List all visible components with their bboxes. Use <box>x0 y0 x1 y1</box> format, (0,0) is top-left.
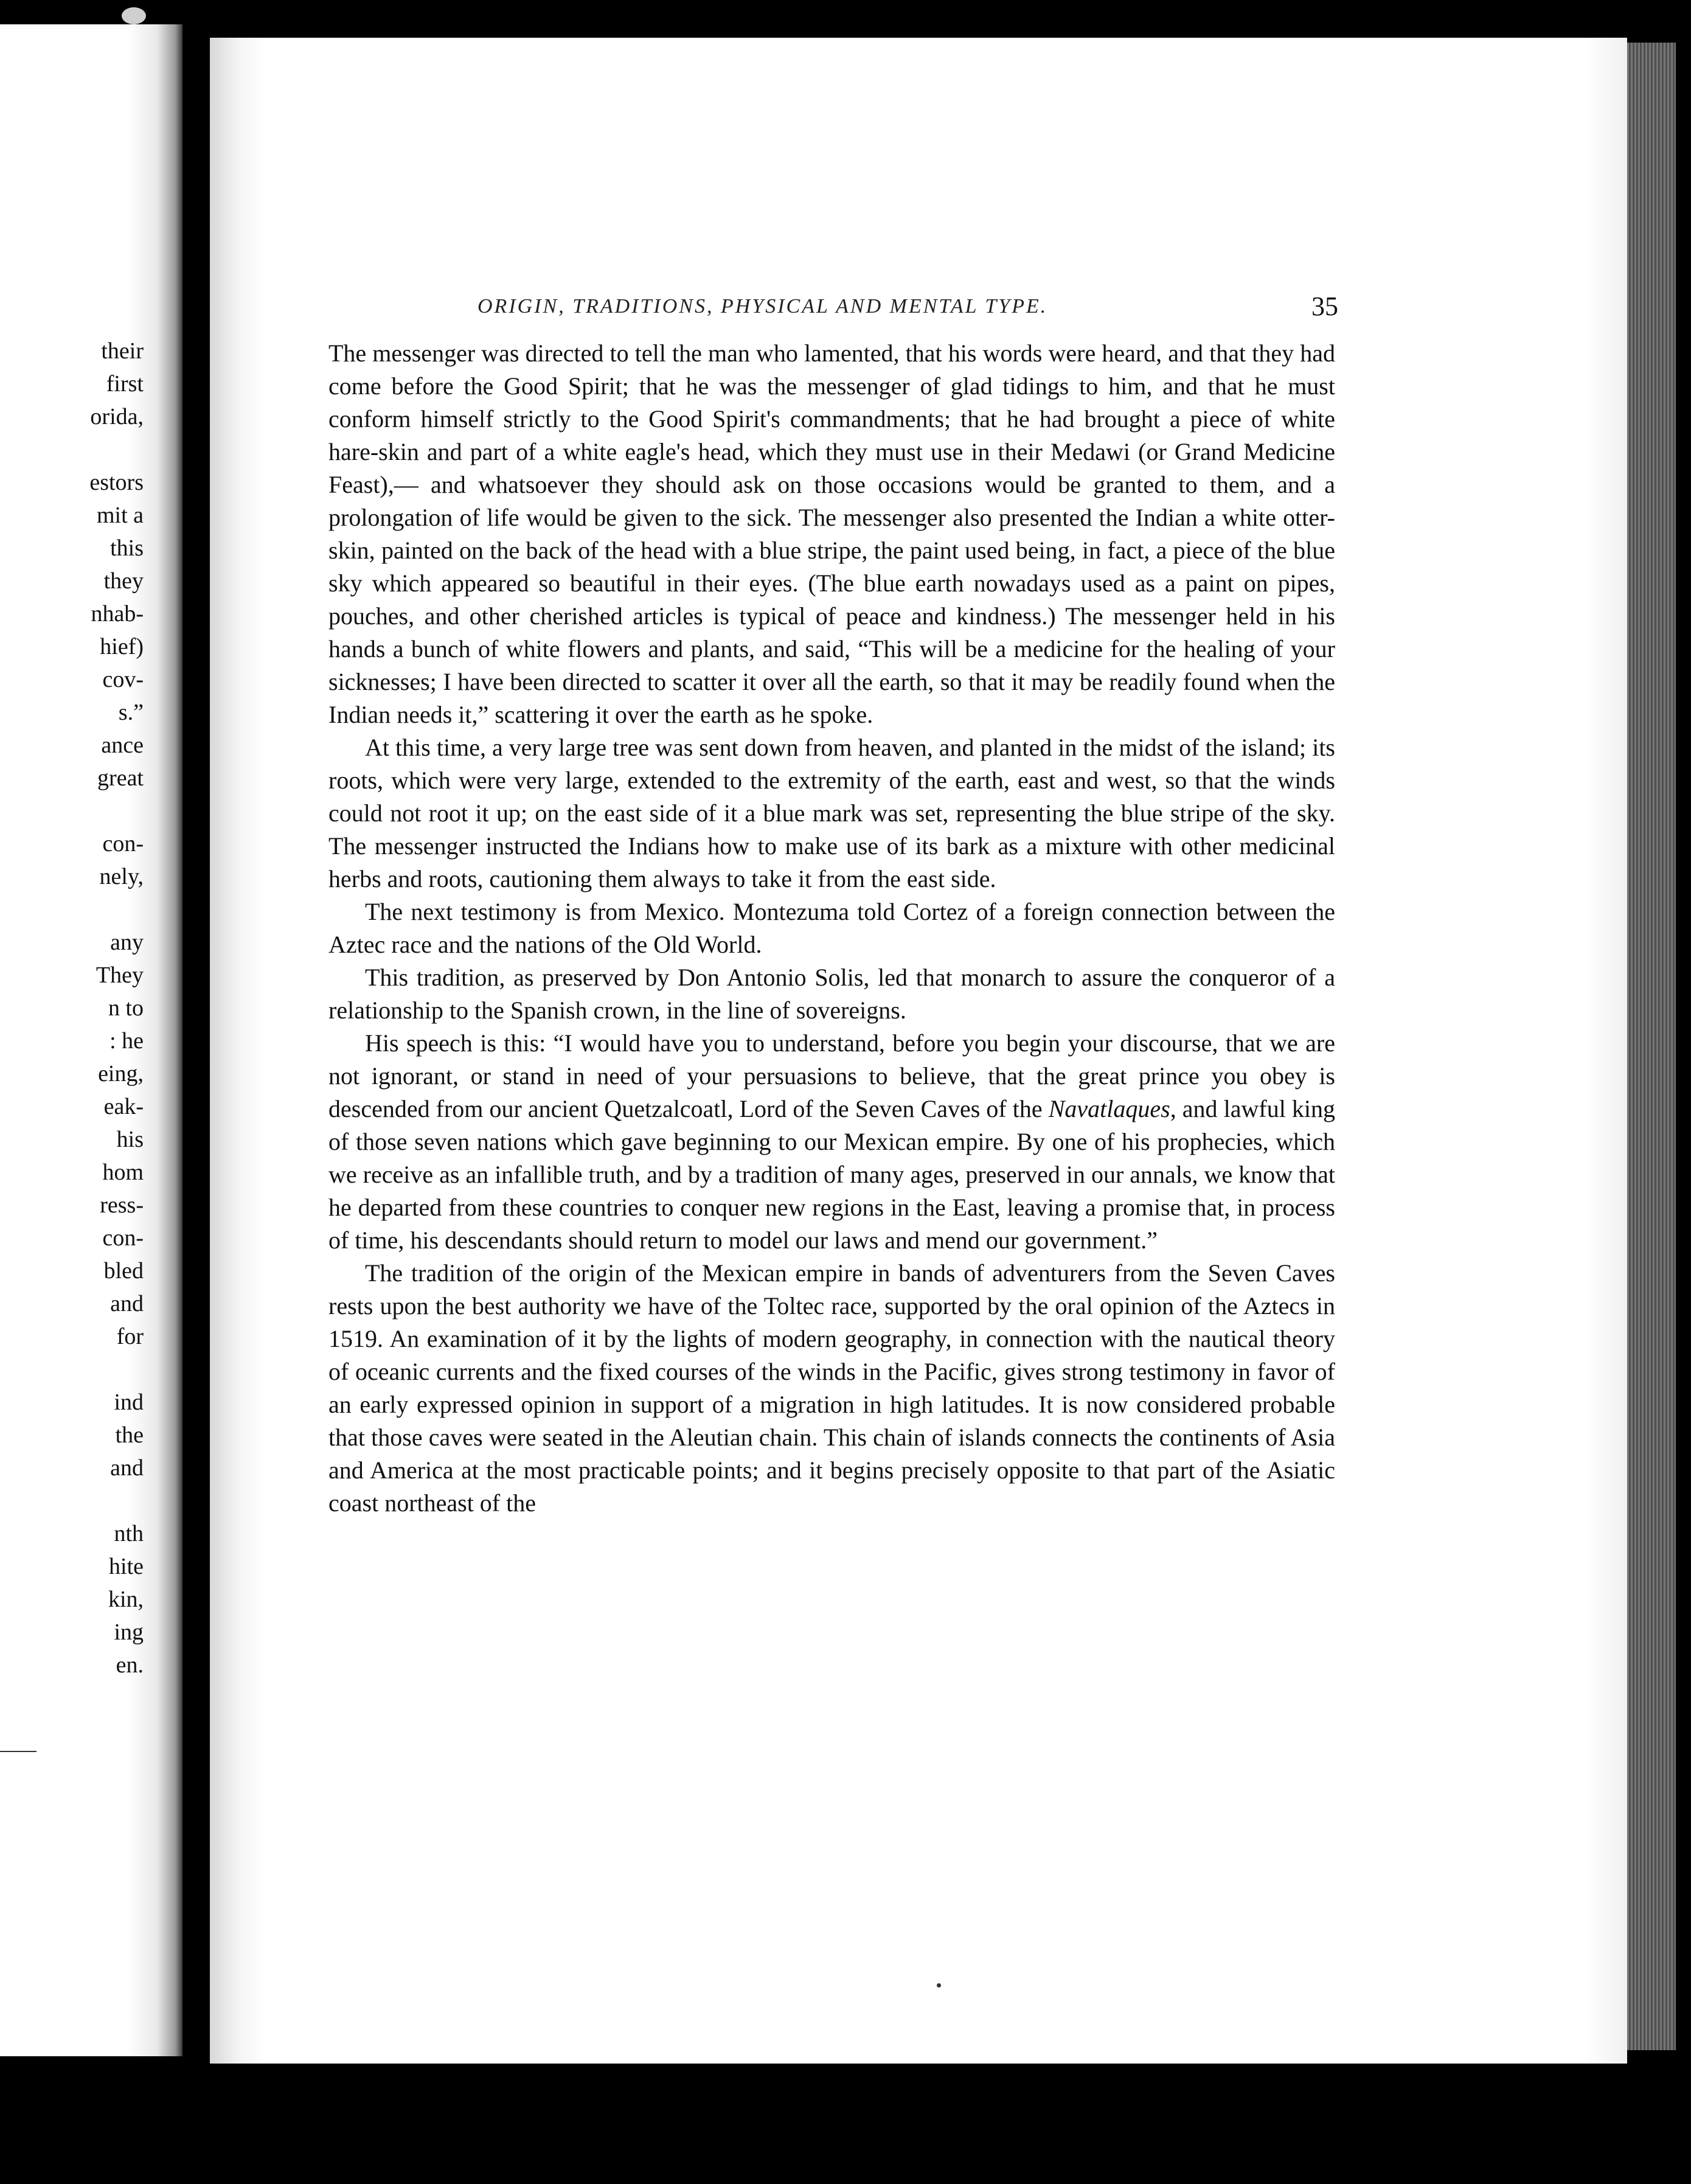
left-page-fragment: they <box>103 568 144 594</box>
left-page-fragment: ress- <box>100 1192 144 1218</box>
page-stain <box>122 7 146 24</box>
navatlaques-italic: Navatlaques <box>1048 1095 1170 1122</box>
left-page-fragment <box>89 893 144 926</box>
left-page-fragment: They <box>95 962 144 988</box>
paragraph-mexico-testimony: The next testimony is from Mexico. Montezuma told Cortez of a foreign connection between the Aztec race and the nations of the Old World. <box>328 898 1335 958</box>
paragraph-messenger: The messenger was directed to tell the man who lamented, that his words were heard, and that they had come before the Good Spirit; that he was the messenger of glad tidings to him, and that he must conform himself strictly to the Good Spirit's commandments; that he had brought a piece of white hare-skin and part of a white eagle's head, which they must use in their Medawi (or Grand Medicine Feast),— and whatsoever they should ask on those occasions would be granted to them, and a prolongation of life would be given to the sick. The messenger also presented the Indian a white otter-skin, painted on the back of the head with a blue stripe, the paint used being, in fact, a piece of the blue sky which appeared so beautiful in their eyes. (The blue earth nowadays used as a paint on pipes, pouches, and other cherished articles is typical of peace and kindness.) The messenger held in his hands a bunch of white flowers and plants, and said, “This will be a medicine for the healing of your sicknesses; I have been directed to scatter it over all the earth, so that it may be readily found when the Indian needs it,” scattering it over the earth as he spoke. <box>328 339 1335 728</box>
left-page-fragment: eak- <box>103 1094 144 1119</box>
left-page-fragment: en. <box>116 1652 144 1678</box>
left-page-fragment: first <box>106 371 144 397</box>
left-page-fragment <box>89 433 144 466</box>
book-page-edge <box>1627 43 1676 2050</box>
left-page-fragment: this <box>110 535 144 561</box>
running-head-title: ORIGIN, TRADITIONS, PHYSICAL AND MENTAL TYPE. <box>477 295 1048 318</box>
speech-text-before: His speech is this: “I would have you to understand, before you begin your discourse, that we are not ignorant, or stand in need of your persuasions to believe, that the great prince you obey is descended from our ancient Quetzalcoatl, Lord of the Seven Caves of the <box>328 1029 1335 1122</box>
paragraph-seven-caves: The tradition of the origin of the Mexican empire in bands of adventurers from the Seven Caves rests upon the best authority we have of the Toltec race, supported by the oral opinion of the Aztecs in 1519. An examination of it by the lights of modern geography, in connection with the nautical theory of oceanic currents and the fixed courses of the winds in the Pacific, gives strong testimony in favor of an early expressed opinion in support of a migration in high latitudes. It is now considered probable that those caves were seated in the Aleutian chain. This chain of islands connects the continents of Asia and America at the most practicable points; and it begins precisely opposite to that part of the Asiatic coast northeast of the <box>328 1259 1335 1517</box>
left-page-fragment <box>89 795 144 827</box>
left-page-fragment: ance <box>101 732 144 758</box>
page-speck <box>937 1983 941 1988</box>
left-page-fragment: hite <box>109 1554 144 1579</box>
left-page-fragment: great <box>97 765 144 791</box>
left-facing-page <box>0 24 182 2056</box>
left-page-fragment: ing <box>114 1619 144 1645</box>
left-page-fragment: nhab- <box>91 601 144 627</box>
paragraph-solis-tradition: This tradition, as preserved by Don Antonio Solis, led that monarch to assure the conqueror of a relationship to the Spanish crown, in the line of sovereigns. <box>328 964 1335 1024</box>
left-page-fragment: eing, <box>98 1061 144 1087</box>
left-page-fragment: mit a <box>96 503 144 528</box>
paragraph-great-tree: At this time, a very large tree was sent down from heaven, and planted in the midst of the island; its roots, which were very large, extended to the extremity of the earth, east and west, so that the winds could not root it up; on the east side of it a blue mark was set, representing the blue stripe of the sky. The messenger instructed the Indians how to make use of its bark as a mixture with other medicinal herbs and roots, cautioning them always to take it from the east side. <box>328 734 1335 892</box>
left-page-fragment: nth <box>114 1521 144 1546</box>
left-page-text-fragments <box>89 335 144 1681</box>
left-page-fragment: nely, <box>99 864 144 889</box>
left-page-fragment: con- <box>102 831 144 857</box>
left-page-fragment: n to <box>108 995 144 1021</box>
left-page-fragment <box>89 1353 144 1386</box>
left-page-fragment: and <box>110 1455 144 1481</box>
left-page-footnote-rule <box>0 1751 36 1752</box>
speech-text-after: , and lawful king of those seven nations which gave beginning to our Mexican empire. By one of his prophecies, which we receive as an infallible truth, and by a tradition of many ages, preserved in our annals, we know that he departed from these countries to conquer new regions in the East, leaving a promise that, in process of time, his descendants should return to model our laws and mend our government.” <box>328 1095 1335 1254</box>
left-page-fragment: their <box>101 338 144 364</box>
left-page-fragment: kin, <box>108 1587 144 1612</box>
left-page-fragment: hom <box>102 1160 144 1185</box>
left-page-fragment: bled <box>103 1258 144 1284</box>
paragraph-montezuma-speech <box>328 1027 1335 1257</box>
left-page-fragment: : he <box>109 1028 144 1054</box>
left-page-fragment: orida, <box>90 404 144 429</box>
left-page-fragment: con- <box>102 1225 144 1251</box>
left-page-fragment: hief) <box>100 634 144 659</box>
left-page-fragment: for <box>116 1324 144 1349</box>
left-page-fragment: and <box>110 1291 144 1316</box>
left-page-fragment: s.” <box>118 700 144 725</box>
left-page-fragment: any <box>110 930 144 955</box>
body-text <box>328 337 1335 1785</box>
left-page-fragment: the <box>115 1422 144 1448</box>
left-page-fragment: cov- <box>102 667 144 692</box>
left-page-fragment <box>89 1484 144 1517</box>
page-number: 35 <box>1311 291 1338 321</box>
running-head <box>271 288 1338 325</box>
left-page-fragment: estors <box>89 470 144 495</box>
left-page-fragment: ind <box>114 1389 144 1415</box>
left-page-fragment: his <box>116 1127 144 1152</box>
